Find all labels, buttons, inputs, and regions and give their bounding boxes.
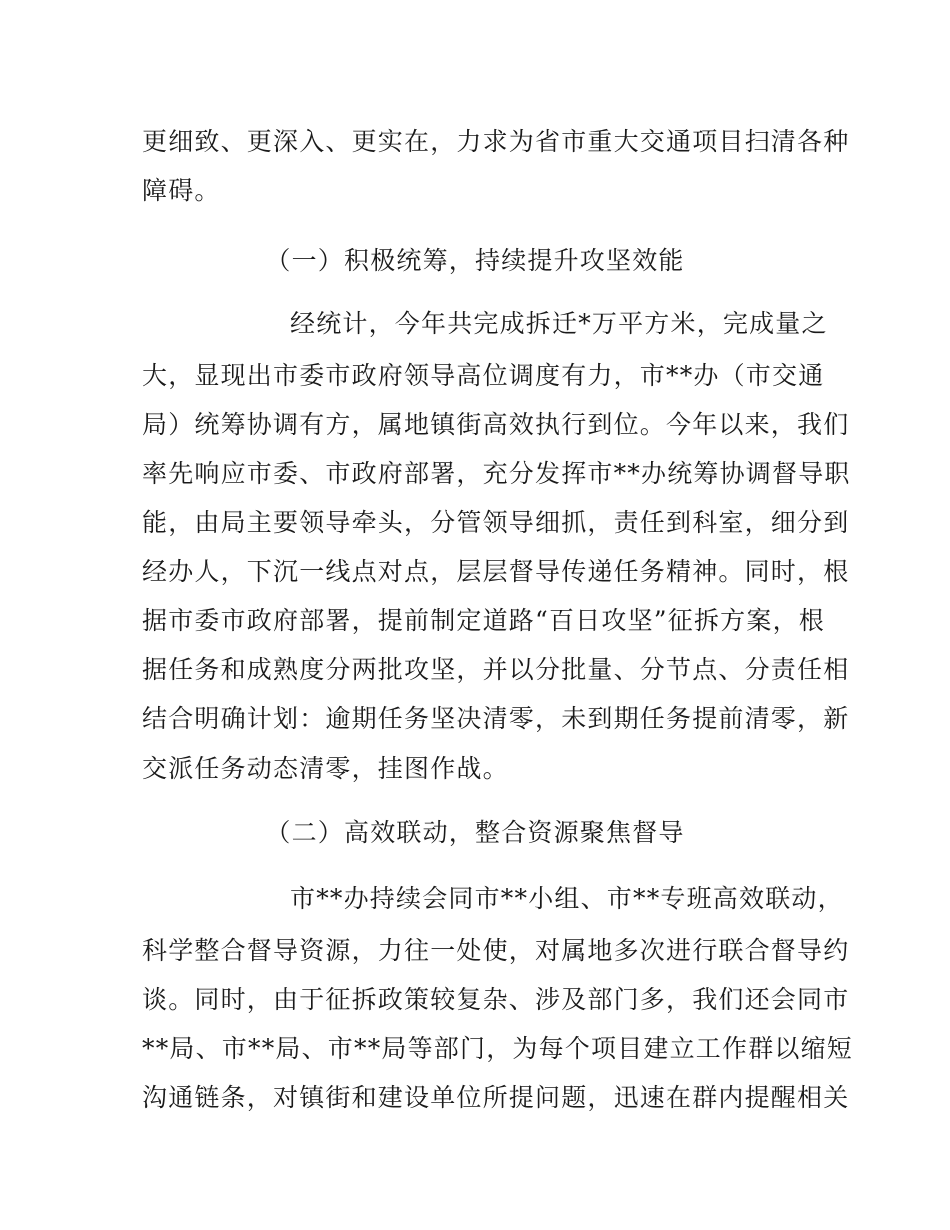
intro-line-1: 更细致、更深入、更实在，力求为省市重大交通项目扫清各种 (142, 127, 850, 156)
section2-paragraph-line: 谈。同时，由于征拆政策较复杂、涉及部门多，我们还会同市 (142, 985, 850, 1014)
section1-paragraph-line: 结合明确计划：逾期任务坚决清零，未到期任务提前清零，新 (142, 704, 850, 733)
section1-paragraph-line: 交派任务动态清零，挂图作战。 (142, 754, 509, 783)
section2-paragraph-line: 沟通链条，对镇街和建设单位所提问题，迅速在群内提醒相关 (142, 1083, 850, 1112)
section1-paragraph-line: 经办人，下沉一线点对点，层层督导传递任务精神。同时，根 (142, 557, 850, 586)
section2-heading: （二）高效联动，整合资源聚焦督导 (265, 818, 685, 847)
section1-paragraph-line: 据市委市政府部署，提前制定道路“百日攻坚”征拆方案，根 (142, 606, 825, 635)
section1-paragraph-line: 经统计，今年共完成拆迁*万平方米，完成量之 (290, 309, 828, 338)
section1-paragraph-line: 据任务和成熟度分两批攻坚，并以分批量、分节点、分责任相 (142, 655, 850, 684)
section2-paragraph-line: **局、市**局、市**局等部门，为每个项目建立工作群以缩短 (142, 1034, 854, 1063)
section1-paragraph-line: 局）统筹协调有方，属地镇街高效执行到位。今年以来，我们 (142, 410, 850, 439)
intro-line-2: 障碍。 (142, 176, 221, 205)
section1-paragraph-line: 大，显现出市委市政府领导高位调度有力，市**办（市交通 (142, 361, 825, 390)
section1-paragraph-line: 能，由局主要领导牵头，分管领导细抓，责任到科室，细分到 (142, 508, 850, 537)
section1-heading: （一）积极统筹，持续提升攻坚效能 (265, 246, 685, 275)
section2-paragraph-line: 科学整合督导资源，力往一处使，对属地多次进行联合督导约 (142, 936, 850, 965)
section2-paragraph-line: 市**办持续会同市**小组、市**专班高效联动， (290, 884, 844, 913)
section1-paragraph-line: 率先响应市委、市政府部署，充分发挥市**办统筹协调督导职 (142, 459, 851, 488)
